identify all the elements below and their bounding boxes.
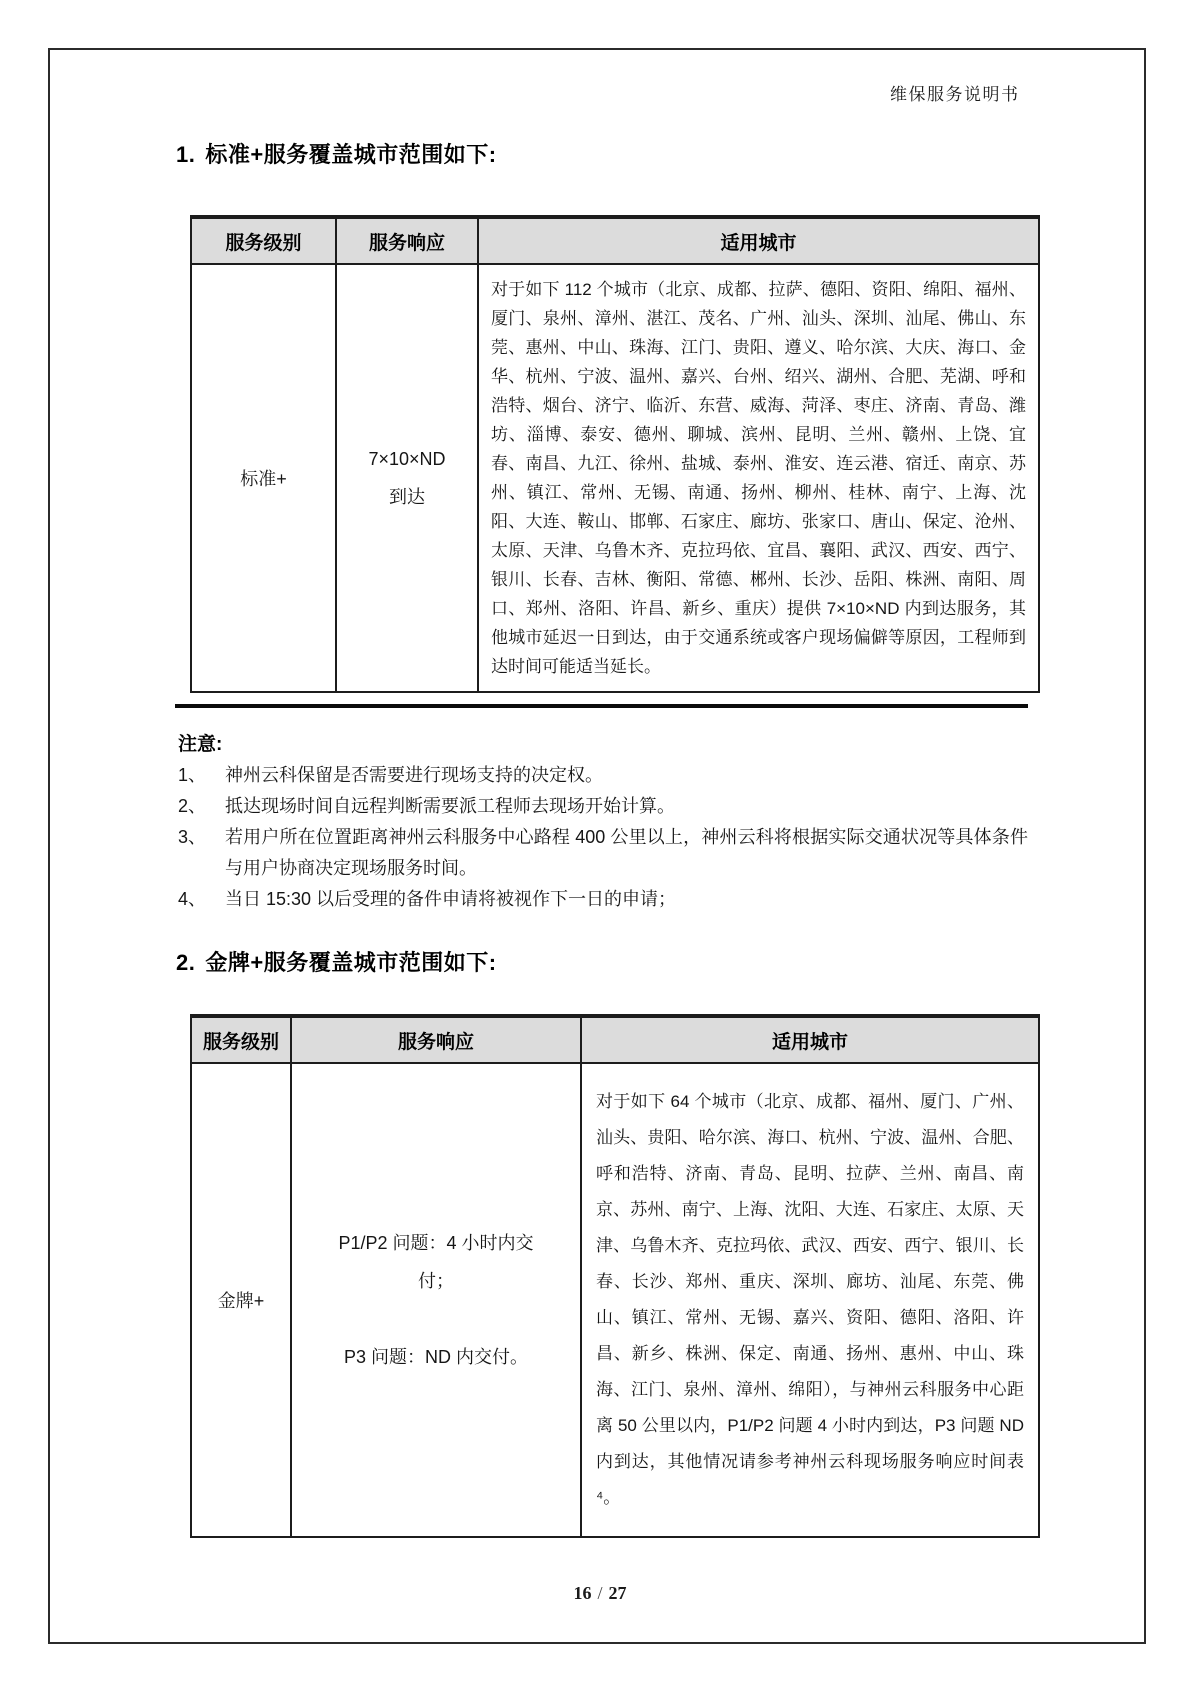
section1-title-number: 1. <box>176 142 196 167</box>
page-number <box>0 1583 1200 1604</box>
table2-header-row <box>191 1016 1039 1063</box>
note-3-text: 若用户所在位置距离神州云科服务中心路程 400 公里以上，神州云科将根据实际交通状况等具体条件与用户协商决定现场服务时间。 <box>225 827 1028 878</box>
note-1-text: 神州云科保留是否需要进行现场支持的决定权。 <box>225 765 603 785</box>
table2-service-response-cell: P1/P2 问题：4 小时内交 付； P3 问题：ND 内交付。 <box>291 1063 581 1537</box>
table2-header-service-response: 服务响应 <box>291 1016 581 1063</box>
gold-plus-service-table <box>190 1014 1040 1538</box>
section2-title <box>176 946 497 977</box>
table1-header-applicable-cities: 适用城市 <box>478 217 1039 264</box>
page-number-separator: / <box>597 1583 603 1603</box>
note-item-4 <box>178 884 1028 915</box>
table1-service-response-cell: 7×10×ND 到达 <box>336 264 478 692</box>
table2-header-service-level: 服务级别 <box>191 1016 291 1063</box>
note-1-number: 1、 <box>178 765 207 785</box>
table2-cities-cell: 对于如下 64 个城市（北京、成都、福州、厦门、广州、汕头、贵阳、哈尔滨、海口、杭州、宁波、温州、合肥、呼和浩特、济南、青岛、昆明、拉萨、兰州、南昌、南京、苏州、南宁、上海、沈阳、大连、石家庄、太原、天津、乌鲁木齐、克拉玛依、武汉、西安、西宁、银川、长春、长沙、郑州、重庆、深圳、廊坊、汕尾、东莞、佛山、镇江、常州、无锡、嘉兴、资阳、德阳、洛阳、许昌、新乡、株洲、保定、南通、扬州、惠州、中山、珠海、江门、泉州、漳州、绵阳），与神州云科服务中心距离 50 公里以内，P1/P2 问题 4 小时内到达，P3 问题 ND 内到达，其他情况请参考神州云科现场服务响应时间表⁴。 <box>581 1063 1039 1537</box>
table2-header-applicable-cities: 适用城市 <box>581 1016 1039 1063</box>
section-divider-rule <box>175 704 1028 708</box>
section1-title-text: 标准+服务覆盖城市范围如下: <box>205 142 497 167</box>
note-item-1 <box>178 760 1028 791</box>
table1-cities-cell: 对于如下 112 个城市（北京、成都、拉萨、德阳、资阳、绵阳、福州、厦门、泉州、漳州、湛江、茂名、广州、汕头、深圳、汕尾、佛山、东莞、惠州、中山、珠海、江门、贵阳、遵义、哈尔滨、大庆、海口、金华、杭州、宁波、温州、嘉兴、台州、绍兴、湖州、合肥、芜湖、呼和浩特、烟台、济宁、临沂、东营、威海、菏泽、枣庄、济南、青岛、潍坊、淄博、泰安、德州、聊城、滨州、昆明、兰州、赣州、上饶、宜春、南昌、九江、徐州、盐城、泰州、淮安、连云港、宿迁、南京、苏州、镇江、常州、无锡、南通、扬州、柳州、桂林、南宁、上海、沈阳、大连、鞍山、邯郸、石家庄、廊坊、张家口、唐山、保定、沧州、太原、天津、乌鲁木齐、克拉玛依、宜昌、襄阳、武汉、西安、西宁、银川、长春、吉林、衡阳、常德、郴州、长沙、岳阳、株洲、南阳、周口、郑州、洛阳、许昌、新乡、重庆）提供 7×10×ND 内到达服务，其他城市延迟一日到达，由于交通系统或客户现场偏僻等原因，工程师到达时间可能适当延长。 <box>478 264 1039 692</box>
table2-data-row <box>191 1063 1039 1537</box>
document-header-title: 维保服务说明书 <box>890 85 1020 104</box>
section2-title-text: 金牌+服务覆盖城市范围如下: <box>205 950 497 975</box>
table1-header-row <box>191 217 1039 264</box>
note-2-number: 2、 <box>178 796 207 816</box>
table1-service-level-cell: 标准+ <box>191 264 336 692</box>
table1-data-row <box>191 264 1039 692</box>
section2-title-number: 2. <box>176 950 196 975</box>
table2-service-level-cell: 金牌+ <box>191 1063 291 1537</box>
note-item-3 <box>178 822 1028 884</box>
table1-header-service-response: 服务响应 <box>336 217 478 264</box>
note-4-text: 当日 15:30 以后受理的备件申请将被视作下一日的申请； <box>225 889 677 909</box>
table1-header-service-level: 服务级别 <box>191 217 336 264</box>
notes-list <box>178 760 1028 915</box>
section1-title <box>176 138 497 169</box>
note-item-2 <box>178 791 1028 822</box>
notes-title: 注意: <box>178 734 223 755</box>
standard-plus-service-table <box>190 215 1040 693</box>
page-number-total: 27 <box>608 1583 627 1603</box>
note-4-number: 4、 <box>178 889 207 909</box>
note-2-text: 抵达现场时间自远程判断需要派工程师去现场开始计算。 <box>225 796 675 816</box>
page-number-current: 16 <box>573 1583 592 1603</box>
note-3-number: 3、 <box>178 827 207 847</box>
